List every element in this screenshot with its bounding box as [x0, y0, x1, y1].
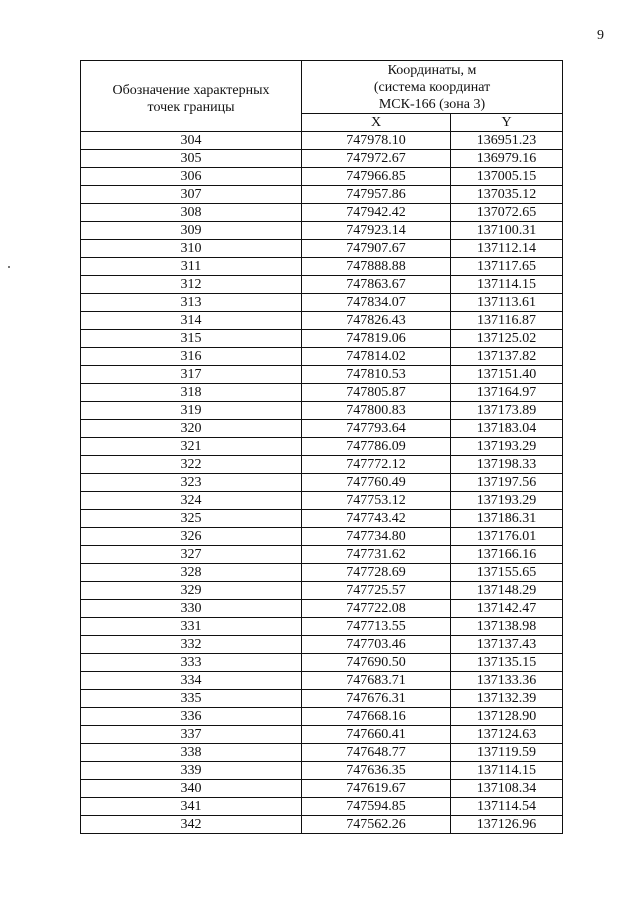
y-cell: 137151.40 [451, 366, 563, 384]
y-cell: 137128.90 [451, 708, 563, 726]
point-cell: 315 [81, 330, 302, 348]
y-cell: 137133.36 [451, 672, 563, 690]
y-cell: 137125.02 [451, 330, 563, 348]
header-coords-line-3: МСК-166 (зона 3) [378, 96, 486, 112]
header-point-line-1: Обозначение характерных [112, 83, 270, 98]
point-cell: 326 [81, 528, 302, 546]
x-cell: 747660.41 [302, 726, 451, 744]
y-cell: 137137.43 [451, 636, 563, 654]
y-cell: 137114.54 [451, 798, 563, 816]
point-cell: 327 [81, 546, 302, 564]
header-x: X [302, 114, 451, 132]
table-row [81, 366, 563, 384]
point-cell: 313 [81, 294, 302, 312]
y-cell: 137183.04 [451, 420, 563, 438]
table-row [81, 384, 563, 402]
point-cell: 333 [81, 654, 302, 672]
y-cell: 137108.34 [451, 780, 563, 798]
y-cell: 137117.65 [451, 258, 563, 276]
header-point-designation [81, 61, 302, 132]
x-cell: 747814.02 [302, 348, 451, 366]
coordinates-table-body [81, 132, 563, 834]
x-cell: 747734.80 [302, 528, 451, 546]
x-cell: 747713.55 [302, 618, 451, 636]
header-coords-line-1: Координаты, м [387, 62, 477, 78]
table-row [81, 600, 563, 618]
x-cell: 747676.31 [302, 690, 451, 708]
page-number: 9 [597, 28, 604, 43]
point-cell: 319 [81, 402, 302, 420]
x-cell: 747819.06 [302, 330, 451, 348]
y-cell: 137114.15 [451, 762, 563, 780]
x-cell: 747725.57 [302, 582, 451, 600]
point-cell: 334 [81, 672, 302, 690]
table-row [81, 492, 563, 510]
y-cell: 137135.15 [451, 654, 563, 672]
point-cell: 320 [81, 420, 302, 438]
header-coords-line-2: (система координат [373, 79, 491, 95]
point-cell: 321 [81, 438, 302, 456]
point-cell: 338 [81, 744, 302, 762]
table-row [81, 312, 563, 330]
point-cell: 324 [81, 492, 302, 510]
x-cell: 747907.67 [302, 240, 451, 258]
table-row [81, 420, 563, 438]
point-cell: 332 [81, 636, 302, 654]
y-cell: 137112.14 [451, 240, 563, 258]
x-cell: 747690.50 [302, 654, 451, 672]
table-row [81, 726, 563, 744]
table-row [81, 240, 563, 258]
table-row [81, 168, 563, 186]
table-row [81, 564, 563, 582]
point-cell: 328 [81, 564, 302, 582]
header-y: Y [451, 114, 563, 132]
point-cell: 340 [81, 780, 302, 798]
x-cell: 747703.46 [302, 636, 451, 654]
table-row [81, 618, 563, 636]
table-row [81, 330, 563, 348]
table-row [81, 816, 563, 834]
header-row-main [81, 61, 563, 114]
table-row [81, 348, 563, 366]
y-cell: 137100.31 [451, 222, 563, 240]
y-cell: 137114.15 [451, 276, 563, 294]
y-cell: 137193.29 [451, 438, 563, 456]
table-row [81, 708, 563, 726]
table-row [81, 636, 563, 654]
y-cell: 137126.96 [451, 816, 563, 834]
point-cell: 329 [81, 582, 302, 600]
y-cell: 137119.59 [451, 744, 563, 762]
x-cell: 747942.42 [302, 204, 451, 222]
y-cell: 137137.82 [451, 348, 563, 366]
table-row [81, 150, 563, 168]
header-point-line-2: точек границы [147, 100, 235, 115]
table-row [81, 654, 563, 672]
point-cell: 341 [81, 798, 302, 816]
point-cell: 308 [81, 204, 302, 222]
table-row [81, 294, 563, 312]
table-row [81, 744, 563, 762]
x-cell: 747648.77 [302, 744, 451, 762]
x-cell: 747786.09 [302, 438, 451, 456]
point-cell: 306 [81, 168, 302, 186]
x-cell: 747562.26 [302, 816, 451, 834]
x-cell: 747683.71 [302, 672, 451, 690]
table-row [81, 762, 563, 780]
point-cell: 325 [81, 510, 302, 528]
x-cell: 747722.08 [302, 600, 451, 618]
header-coordinates [302, 61, 563, 114]
x-cell: 747753.12 [302, 492, 451, 510]
point-cell: 317 [81, 366, 302, 384]
x-cell: 747760.49 [302, 474, 451, 492]
x-cell: 747810.53 [302, 366, 451, 384]
x-cell: 747966.85 [302, 168, 451, 186]
x-cell: 747636.35 [302, 762, 451, 780]
y-cell: 137176.01 [451, 528, 563, 546]
y-cell: 137164.97 [451, 384, 563, 402]
table-row [81, 258, 563, 276]
point-cell: 316 [81, 348, 302, 366]
table-row [81, 672, 563, 690]
point-cell: 342 [81, 816, 302, 834]
point-cell: 335 [81, 690, 302, 708]
point-cell: 331 [81, 618, 302, 636]
y-cell: 137142.47 [451, 600, 563, 618]
x-cell: 747800.83 [302, 402, 451, 420]
table-row [81, 510, 563, 528]
x-cell: 747972.67 [302, 150, 451, 168]
x-cell: 747863.67 [302, 276, 451, 294]
table-row [81, 456, 563, 474]
margin-mark [8, 266, 10, 268]
point-cell: 330 [81, 600, 302, 618]
y-cell: 137132.39 [451, 690, 563, 708]
table-row [81, 204, 563, 222]
point-cell: 310 [81, 240, 302, 258]
table-row [81, 474, 563, 492]
x-cell: 747772.12 [302, 456, 451, 474]
table-row [81, 132, 563, 150]
point-cell: 337 [81, 726, 302, 744]
coordinates-table [80, 60, 563, 834]
x-cell: 747731.62 [302, 546, 451, 564]
table-row [81, 402, 563, 420]
y-cell: 137198.33 [451, 456, 563, 474]
y-cell: 137138.98 [451, 618, 563, 636]
point-cell: 305 [81, 150, 302, 168]
point-cell: 336 [81, 708, 302, 726]
y-cell: 137072.65 [451, 204, 563, 222]
x-cell: 747888.88 [302, 258, 451, 276]
table-row [81, 546, 563, 564]
y-cell: 137173.89 [451, 402, 563, 420]
x-cell: 747594.85 [302, 798, 451, 816]
y-cell: 136951.23 [451, 132, 563, 150]
x-cell: 747978.10 [302, 132, 451, 150]
x-cell: 747728.69 [302, 564, 451, 582]
y-cell: 137148.29 [451, 582, 563, 600]
point-cell: 309 [81, 222, 302, 240]
y-cell: 136979.16 [451, 150, 563, 168]
x-cell: 747826.43 [302, 312, 451, 330]
table-row [81, 582, 563, 600]
y-cell: 137116.87 [451, 312, 563, 330]
table-row [81, 222, 563, 240]
point-cell: 304 [81, 132, 302, 150]
table-row [81, 438, 563, 456]
point-cell: 318 [81, 384, 302, 402]
point-cell: 311 [81, 258, 302, 276]
x-cell: 747957.86 [302, 186, 451, 204]
y-cell: 137197.56 [451, 474, 563, 492]
point-cell: 322 [81, 456, 302, 474]
x-cell: 747743.42 [302, 510, 451, 528]
table-row [81, 690, 563, 708]
y-cell: 137193.29 [451, 492, 563, 510]
table-row [81, 528, 563, 546]
coordinates-table-header [81, 61, 563, 132]
y-cell: 137186.31 [451, 510, 563, 528]
y-cell: 137005.15 [451, 168, 563, 186]
x-cell: 747668.16 [302, 708, 451, 726]
table-row [81, 186, 563, 204]
x-cell: 747834.07 [302, 294, 451, 312]
x-cell: 747923.14 [302, 222, 451, 240]
x-cell: 747793.64 [302, 420, 451, 438]
y-cell: 137035.12 [451, 186, 563, 204]
y-cell: 137166.16 [451, 546, 563, 564]
point-cell: 323 [81, 474, 302, 492]
y-cell: 137155.65 [451, 564, 563, 582]
point-cell: 307 [81, 186, 302, 204]
point-cell: 312 [81, 276, 302, 294]
table-row [81, 798, 563, 816]
point-cell: 339 [81, 762, 302, 780]
y-cell: 137124.63 [451, 726, 563, 744]
x-cell: 747805.87 [302, 384, 451, 402]
x-cell: 747619.67 [302, 780, 451, 798]
point-cell: 314 [81, 312, 302, 330]
y-cell: 137113.61 [451, 294, 563, 312]
table-row [81, 276, 563, 294]
table-row [81, 780, 563, 798]
